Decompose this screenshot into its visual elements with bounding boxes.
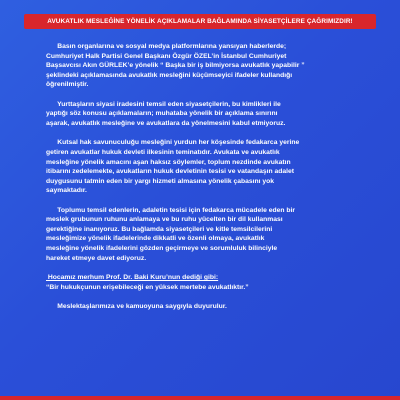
paragraph-2: [46, 100, 366, 129]
paragraph-line: aşarak, avukatlık mesleğine ve avukatlara da yönelmesini kabul etmiyoruz.: [46, 119, 286, 127]
paragraph-line: saymaktadır.: [46, 187, 87, 195]
closing-text: Meslektaşlarımıza ve kamuoyuna saygıyla duyurulur.: [46, 303, 227, 311]
paragraph-line: Yurttaşların siyasi iradesini temsil eden siyasetçilerin, bu kimlikleri ile: [46, 100, 281, 108]
paragraph-line: gerektiğine inanıyoruz. Bu bağlamda siyasetçileri ve kitle temsilcilerini: [46, 225, 273, 233]
bottom-accent-bar: [0, 396, 400, 400]
paragraph-line: yaptığı söz konusu açıklamaların; muhataba yönelik bir açıklama sınırını: [46, 110, 278, 118]
paragraph-1: [46, 42, 366, 90]
paragraph-line: şeklindeki açıklamasında avukatlık mesleğini küçümseyici ifadeler kullandığı: [46, 71, 293, 79]
paragraph-line: Başsavcısı Akın GÜRLEK’e yönelik “ Başka bir iş bilmiyorsa avukatlık yapabilir ”: [46, 62, 305, 70]
paragraph-line: duygusunu tatmin eden bir yargı hizmeti almasına yönelik çabasını yok: [46, 177, 275, 185]
paragraph-line: meslek grubunun ruhunu anlamaya ve bu ruhu yücelten bir dil kullanması: [46, 216, 283, 224]
quote-text: “Bir hukukçunun erişebileceği en yüksek mertebe avukatlıktır.”: [46, 283, 249, 291]
paragraph-line: Cumhuriyet Halk Partisi Genel Başkanı Özgür ÖZEL’in İstanbul Cumhuriyet: [46, 52, 287, 60]
paragraph-line: getiren avukatlar hukuk devleti ilkesinin teminatıdır. Avukata ve avukatlık: [46, 148, 280, 156]
paragraph-line: mesleğimize yönelik ifadelerinde dikkatli ve özenli olmaya, avukatlık: [46, 235, 265, 243]
paragraph-line: Kutsal hak savunuculuğu mesleğini yurdun her köşesinde fedakarca yerine: [46, 139, 300, 147]
paragraph-line: Toplumu temsil edenlerin, adaletin tesisi için fedakarca mücadele eden bir: [46, 206, 295, 214]
paragraph-line: Basın organlarına ve sosyal medya platformlarına yansıyan haberlerde;: [46, 43, 287, 50]
paragraph-line: hareket etmeye davet ediyoruz.: [46, 254, 147, 262]
header-banner: [24, 14, 376, 29]
statement-body: [46, 42, 366, 321]
banner-title: AVUKATLIK MESLEĞİNE YÖNELİK AÇIKLAMALAR BAĞLAMINDA SİYASETÇİLERE ÇAĞRIMIZDIR!: [47, 18, 353, 25]
paragraph-4: [46, 206, 366, 264]
quote-block: [46, 273, 366, 292]
paragraph-line: itibarını zedelemekte, avukatların hukuk devletinin tesisi ve vatandaşın adalet: [46, 168, 294, 176]
paragraph-line: mesleğine yönelik ifadelerini gözden geçirmeye ve sorumluluk bilinciyle: [46, 245, 278, 253]
paragraph-3: [46, 138, 366, 196]
quote-heading: Hocamız merhum Prof. Dr. Baki Kuru’nun dediği gibi:: [46, 274, 219, 282]
closing-paragraph: [46, 302, 366, 312]
paragraph-line: öğrenilmiştir.: [46, 81, 89, 89]
paragraph-line: mesleğine yönelik amacını aşan haksız söylemler, toplum nezdinde avukatın: [46, 158, 291, 166]
